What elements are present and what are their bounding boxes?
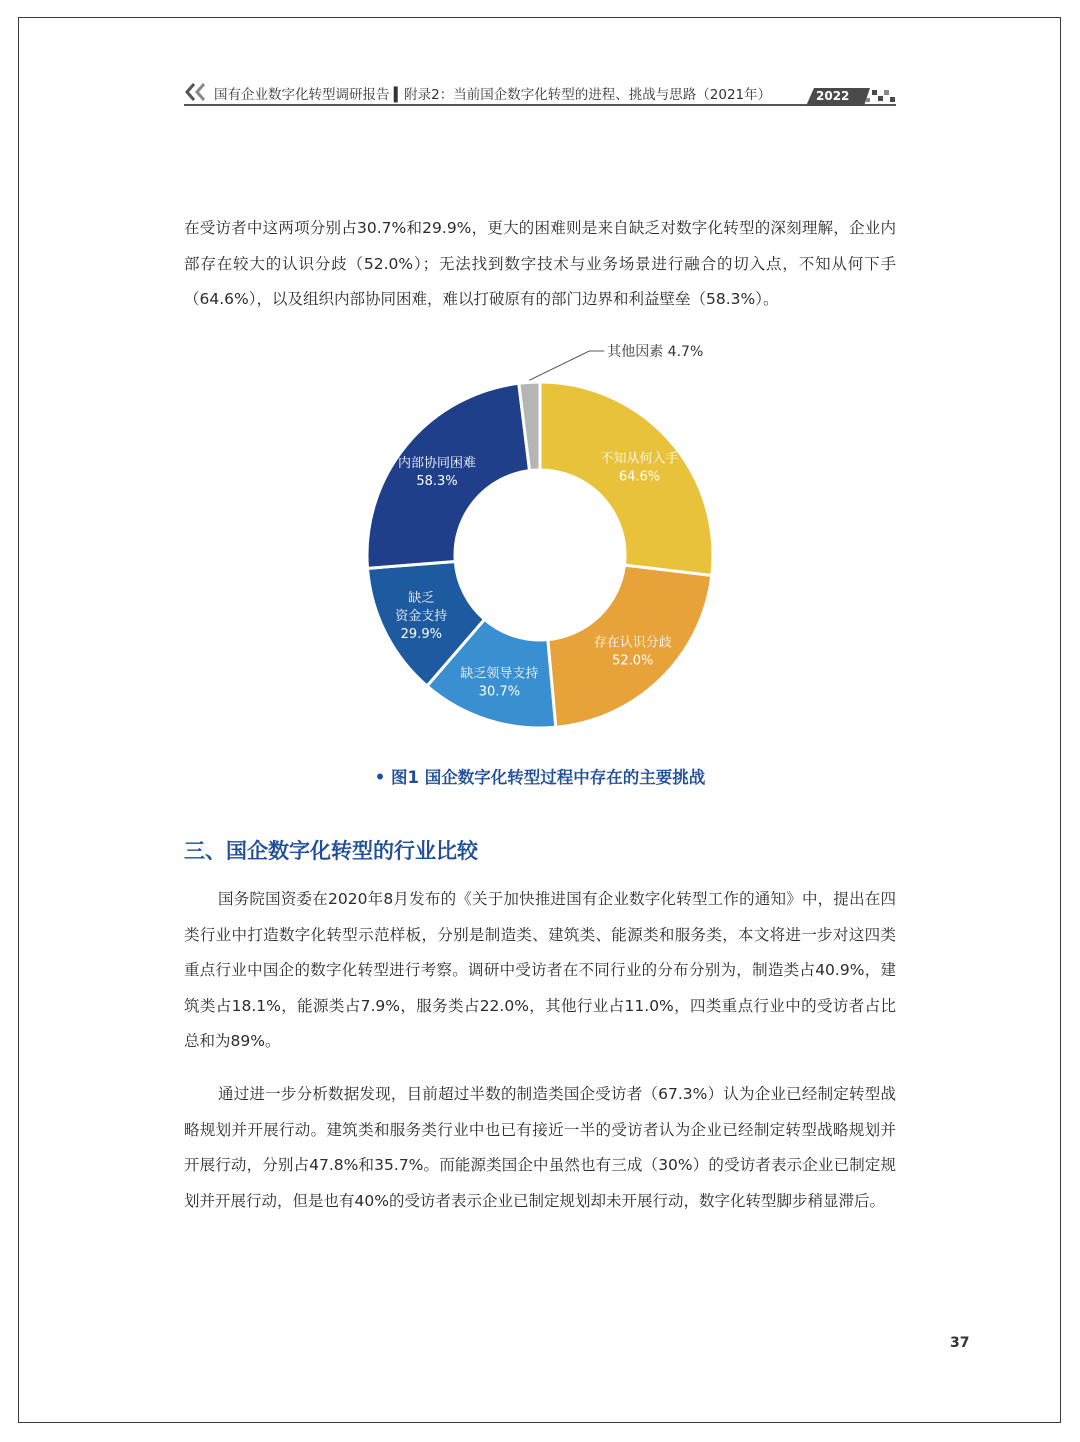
running-header bbox=[184, 80, 896, 108]
slice-value-label-1: 52.0% bbox=[612, 653, 654, 669]
running-title: 国有企业数字化转型调研报告 ▍附录2：当前国企数字化转型的进程、挑战与思路（2021年） bbox=[214, 87, 772, 103]
header-year: 2022 bbox=[816, 89, 850, 103]
double-chevron-icon bbox=[184, 82, 208, 102]
callout-leader-line bbox=[529, 351, 604, 380]
slice-value-label-0: 64.6% bbox=[618, 469, 661, 485]
slice-value-label-3: 29.9% bbox=[400, 627, 442, 643]
header-rule bbox=[184, 104, 896, 106]
slice-name-label-3: 缺乏 bbox=[408, 591, 435, 607]
body-paragraph-2: 国务院国资委在2020年8月发布的《关于加快推进国有企业数字化转型工作的通知》中，提出在四类行业中打造数字化转型示范样板，分别是制造类、建筑类、能源类和服务类，本文将进一步对这四类重点行业中国企的数字化转型进行考察。调研中受访者在不同行业的分布分别为，制造类占40.9%，建筑类占18.1%，能源类占7.9%，服务类占22.0%，其他行业占11.0%，四类重点行业中的受访者占比总和为89%。 bbox=[184, 890, 896, 1050]
slice-name-label-2: 缺乏领导支持 bbox=[460, 666, 539, 682]
figure-caption: • 图1 国企数字化转型过程中存在的主要挑战 bbox=[374, 768, 706, 787]
slice-name-label-1: 存在认识分歧 bbox=[593, 635, 672, 651]
slice-name-label-4: 内部协同困难 bbox=[398, 455, 477, 471]
slice-label-other: 其他因素 4.7% bbox=[607, 344, 704, 360]
section-title: 三、国企数字化转型的行业比较 bbox=[184, 839, 478, 863]
slice-name-label-0: 不知从何入手 bbox=[600, 451, 679, 467]
slice-value-label-4: 58.3% bbox=[416, 473, 458, 489]
body-paragraph-3: 通过进一步分析数据发现，目前超过半数的制造类国企受访者（67.3%）认为企业已经制定转型战略规划并开展行动。建筑类和服务类行业中也已有接近一半的受访者认为企业已经制定转型战略规划并开展行动，分别占47.8%和35.7%。而能源类国企中虽然也有三成（30%）的受访者表示企业已制定规划并开展行动，但是也有40%的受访者表示企业已制定规划却未开展行动，数字化转型脚步稍显滞后。 bbox=[184, 1085, 896, 1210]
page-number: 37 bbox=[950, 1335, 970, 1351]
body-paragraph-1: 在受访者中这两项分别占30.7%和29.9%，更大的困难则是来自缺乏对数字化转型的深刻理解，企业内部存在较大的认识分歧（52.0%）；无法找到数字技术与业务场景进行融合的切入点，不知从何下手（64.6%），以及组织内部协同困难，难以打破原有的部门边界和利益壁垒（58.3%）。 bbox=[184, 219, 896, 308]
donut-chart bbox=[340, 335, 740, 745]
slice-name-label-3: 资金支持 bbox=[395, 609, 448, 625]
slice-value-label-2: 30.7% bbox=[478, 684, 521, 700]
